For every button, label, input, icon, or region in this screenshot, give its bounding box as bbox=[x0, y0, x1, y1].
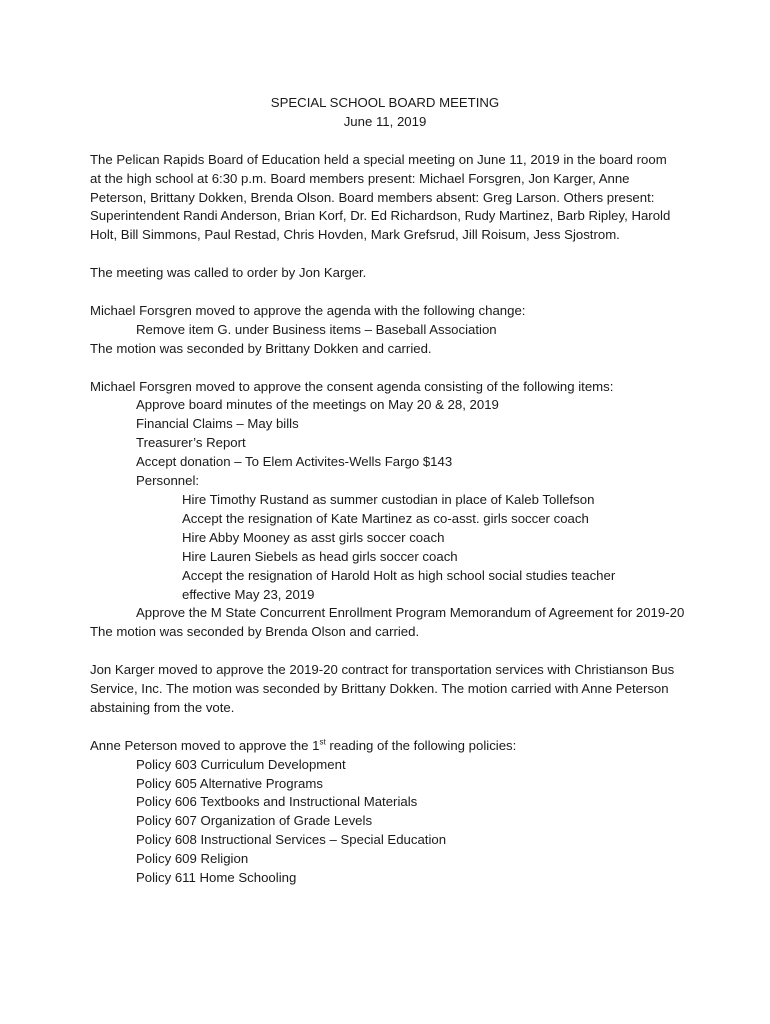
personnel-item: Hire Abby Mooney as asst girls soccer coach bbox=[182, 529, 445, 545]
policy-item: Policy 606 Textbooks and Instructional Materials bbox=[136, 794, 418, 810]
policy-item: Policy 607 Organization of Grade Levels bbox=[136, 813, 373, 829]
personnel-item: Accept the resignation of Kate Martinez as co-asst. girls soccer coach bbox=[182, 510, 589, 526]
policy-item: Policy 603 Curriculum Development bbox=[136, 756, 346, 772]
consent-item: Personnel: bbox=[136, 473, 200, 489]
call-to-order: The meeting was called to order by Jon Karger. bbox=[90, 265, 367, 281]
transport-paragraph: Jon Karger moved to approve the 2019-20 contract for transportation services with Christianson Bus Service, Inc. The motion was seconded by Brittany Dokken. The motion carried with Anne Peterson abstaining from the vote. bbox=[90, 662, 675, 715]
consent-item: Accept donation – To Elem Activites-Wells Fargo $143 bbox=[136, 454, 453, 470]
policy-item: Policy 605 Alternative Programs bbox=[136, 775, 323, 791]
personnel-item: Accept the resignation of Harold Holt as high school social studies teacher effective May 23, 2019 bbox=[182, 567, 616, 602]
policies-motion-sup: st bbox=[319, 737, 326, 747]
document-title: SPECIAL SCHOOL BOARD MEETING bbox=[270, 95, 500, 110]
consent-item: Approve board minutes of the meetings on May 20 & 28, 2019 bbox=[136, 397, 499, 413]
consent-item: Treasurer’s Report bbox=[136, 435, 246, 451]
agenda-result: The motion was seconded by Brittany Dokken and carried. bbox=[90, 340, 432, 356]
intro-paragraph: The Pelican Rapids Board of Education held a special meeting on June 11, 2019 in the board room at the high school at 6:30 p.m. Board members present: Michael Forsgren, Jon Karger, Anne Peterson, Brittany Dokken, Brenda Olson. Board members absent: Greg Larson. Others present: Superintendent Randi Anderson, Brian Korf, Dr. Ed Richardson, Rudy Martinez, Barb Ripley, Harold Holt, Bill Simmons, Paul Restad, Chris Hovden, Mark Grefsrud, Jill Roisum, Jess Sjostrom. bbox=[90, 151, 671, 243]
consent-motion: Michael Forsgren moved to approve the consent agenda consisting of the following items: bbox=[90, 378, 614, 394]
personnel-item: Hire Timothy Rustand as summer custodian in place of Kaleb Tollefson bbox=[182, 491, 595, 507]
agenda-motion: Michael Forsgren moved to approve the agenda with the following change: bbox=[90, 302, 526, 318]
consent-result: The motion was seconded by Brenda Olson and carried. bbox=[90, 624, 420, 640]
consent-item: Approve the M State Concurrent Enrollment Program Memorandum of Agreement for 2019-20 bbox=[136, 605, 685, 621]
meeting-date: June 11, 2019 bbox=[343, 113, 427, 129]
policies-motion bbox=[90, 737, 680, 756]
consent-item: Financial Claims – May bills bbox=[136, 416, 299, 432]
policies-motion-post: reading of the following policies: bbox=[325, 737, 517, 753]
agenda-change: Remove item G. under Business items – Baseball Association bbox=[136, 321, 497, 337]
policy-item: Policy 608 Instructional Services – Special Education bbox=[136, 832, 447, 848]
policies-motion-pre: Anne Peterson moved to approve the 1 bbox=[90, 737, 320, 753]
policy-item: Policy 611 Home Schooling bbox=[136, 870, 297, 886]
personnel-item: Hire Lauren Siebels as head girls soccer coach bbox=[182, 548, 458, 564]
minutes-body bbox=[90, 94, 685, 888]
policy-item: Policy 609 Religion bbox=[136, 851, 249, 867]
